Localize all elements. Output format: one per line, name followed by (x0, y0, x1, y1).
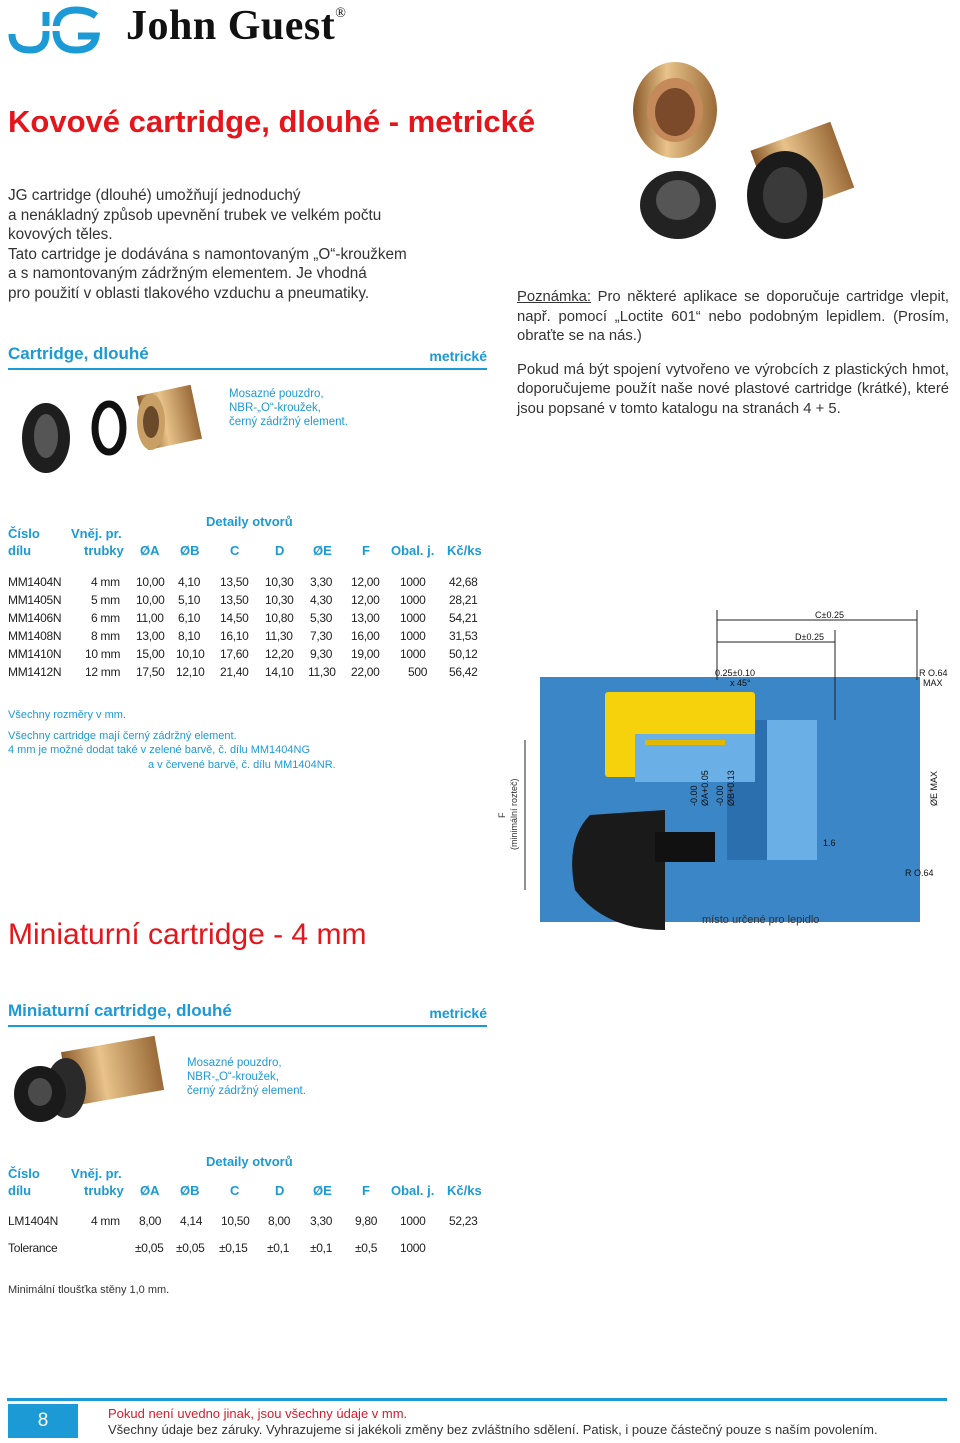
section-header-cartridge (8, 336, 487, 370)
cartridge-photo (620, 50, 870, 260)
intro-text: JG cartridge (dlouhé) umožňují jednoduchý a nenákladný způsob upevnění trubek ve velkém počtu kovových těles. Tato cartridge je dodávána s namontovaným „O“-kroužkem a s namontovaným zádržným elementem. Je vhodná pro použití v oblasti tlakového vzduchu a pneumatiky. (8, 187, 407, 302)
table-row: MM1410N (8, 647, 62, 661)
cartridge-parts-photo (14, 378, 204, 478)
material-text-2: Mosazné pouzdro, NBR-„O“-kroužek, černý zádržný element. (187, 1057, 306, 1097)
footnote-dimensions: Všechny rozměry v mm. (8, 709, 126, 721)
dim-d: D±0.25 (795, 632, 824, 642)
section-header-mini (8, 993, 487, 1027)
dim-f-label: F (497, 812, 507, 818)
dim-f-sub: (minimální rozteč) (509, 778, 519, 850)
mini-cartridge-photo (10, 1036, 170, 1126)
dim-a: -0.00 (689, 785, 699, 806)
dim-f: 1.6 (823, 838, 836, 848)
dim-a2: ØA+0.05 (700, 770, 710, 806)
footnote-red: a v červené barvě, č. dílu MM1404NR. (148, 759, 336, 771)
table-row: Tolerance (8, 1241, 58, 1255)
material-text: Mosazné pouzdro, NBR-„O“-kroužek, černý zádržný element. (229, 388, 348, 428)
brand-name: John Guest® (126, 3, 347, 49)
table-row: MM1405N (8, 593, 62, 607)
section2-unit: metrické (429, 1005, 487, 1021)
table-row: MM1412N (8, 665, 62, 679)
page-title: Kovové cartridge, dlouhé - metrické (8, 104, 536, 139)
dim-radius2: R O.64 (905, 868, 934, 878)
footer-disclaimer: Pokud není uvedno jinak, jsou všechny údaje v mm. Všechny údaje bez záruky. Vyhrazujeme si jakékoli změny bez zvláštního sdělení. Patisk, i pouze částečný pouze s naším povolením. (108, 1406, 878, 1437)
footer-rule (7, 1398, 947, 1401)
dim-b: -0.00 (715, 785, 725, 806)
dim-b2: ØB+0.13 (726, 770, 736, 806)
dim-e: ØE MAX (929, 770, 939, 806)
table1-header: Detaily otvorů Číslo Vněj. pr. dílu trubky ØA ØB C D ØE F Obal. j. Kč/ks (8, 514, 482, 558)
dim-c: C±0.25 (815, 610, 844, 620)
note-block: Poznámka: Pro některé aplikace se doporučuje cartridge vlepit, např. pomocí „Loctite 601“ nebo podobným lepidlem. (Prosím, obraťte se na nás.) Pokud má být spojení vytvořeno ve výrobcích z plastických hmot, doporučujeme použít naše nové plastové cartridge (krátké), které jsou popsané v tomto katalogu na stranách 4 + 5. (517, 289, 949, 417)
table-row: MM1408N (8, 629, 62, 643)
footnote-wall: Minimální tloušťka stěny 1,0 mm. (8, 1284, 170, 1296)
dim-chamfer-angle: x 45° (730, 678, 751, 688)
section-title: Cartridge, dlouhé (8, 344, 149, 363)
table-row: LM1404N (8, 1214, 58, 1228)
section2-subtitle: Miniaturní cartridge, dlouhé (8, 1001, 232, 1020)
footnote-element: Všechny cartridge mají černý zádržný element. (8, 730, 237, 742)
brand-logo (8, 4, 408, 54)
hole-drawing (497, 600, 955, 950)
table1-body: MM1404N 4 mm 10,00 4,10 13,50 10,30 3,30 12,00 1000 42,68 MM1405N 5 mm 10,00 5,10 13,50 10,30 4,30 12,00 1000 28,21 MM1406N 6 mm 11,00 6,10 14,50 10,80 5,30 13,00 1000 54,21 MM1408N 8 mm 13,00 8,10 16,10 11,30 7,30 16,00 1000 31,53 MM1410N 10 mm 15,00 10,10 17,60 12,20 9,30 19,00 1000 50,12 MM1412N 12 mm 17,50 12,10 21,40 14,10 11,30 22,00 500 56,42 (8, 575, 478, 679)
table2-header: Detaily otvorů Číslo Vněj. pr. dílu trubky ØA ØB C D ØE F Obal. j. Kč/ks (8, 1154, 482, 1198)
section-unit: metrické (429, 348, 487, 364)
table-row: MM1406N (8, 611, 62, 625)
dim-chamfer: 0.25±0.10 (715, 668, 755, 678)
glue-label: místo určené pro lepidlo (702, 914, 820, 926)
footnote-green: 4 mm je možné dodat také v zelené barvě, č. dílu MM1404NG (8, 744, 311, 756)
table-row: MM1404N (8, 575, 62, 589)
section2-title: Miniaturní cartridge - 4 mm (8, 918, 367, 951)
table2-body: LM1404N 4 mm 8,00 4,14 10,50 8,00 3,30 9,80 1000 52,23 Tolerance ±0,05 ±0,05 ±0,15 ±0,1 ±0,1 ±0,5 1000 (8, 1214, 478, 1255)
jg-logo-icon (8, 6, 100, 54)
dim-radius-max: MAX (923, 678, 943, 688)
dim-radius: R O.64 (919, 668, 948, 678)
page-number: 8 (8, 1404, 78, 1438)
